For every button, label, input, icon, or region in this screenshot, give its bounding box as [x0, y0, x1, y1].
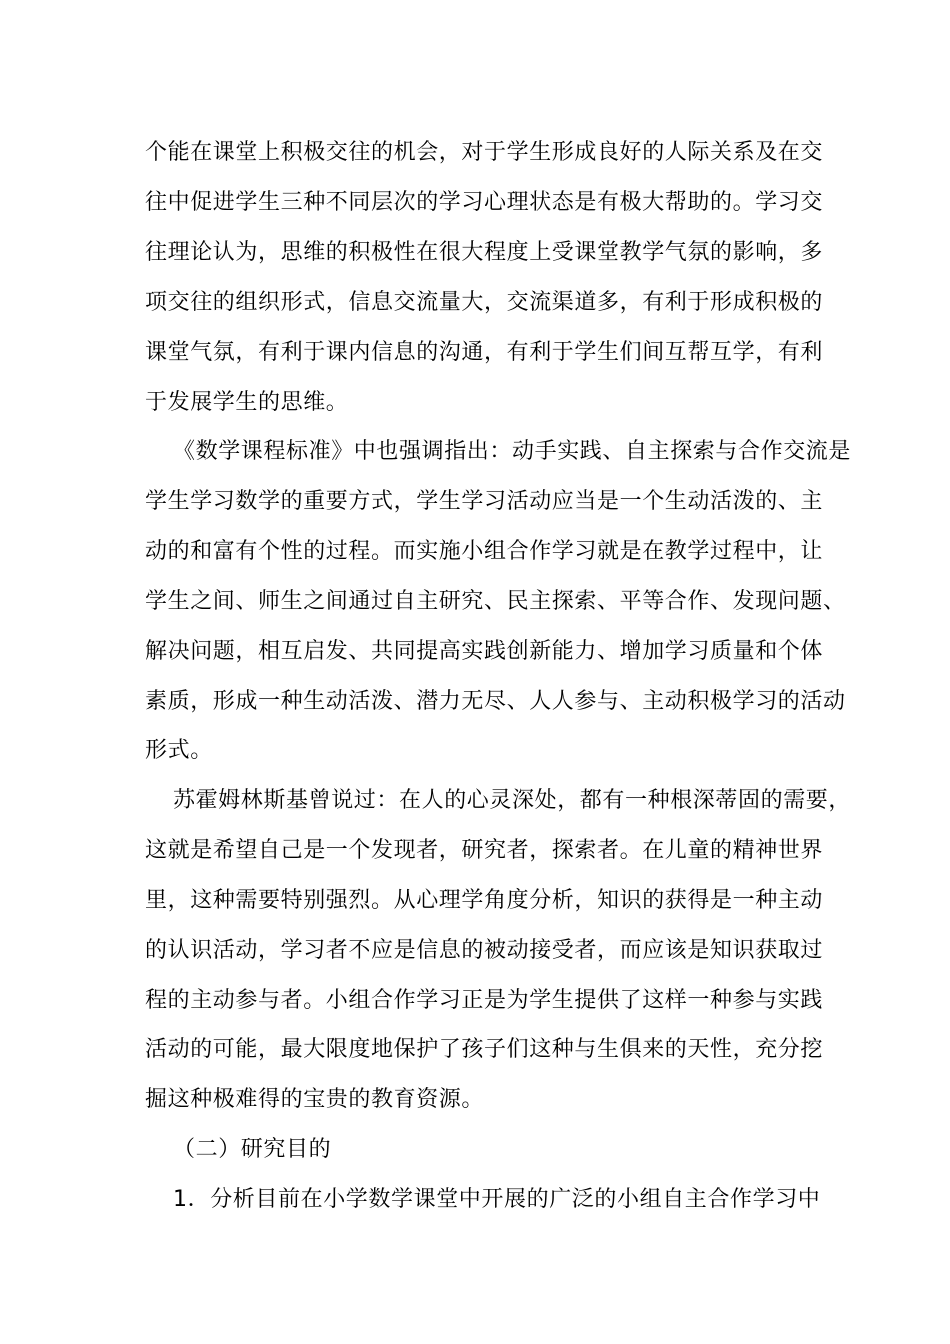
text-line: 往中促进学生三种不同层次的学习心理状态是有极大帮助的。学习交 — [145, 190, 824, 215]
text-line: 苏霍姆林斯基曾说过：在人的心灵深处，都有一种根深蒂固的需要， — [173, 788, 852, 813]
text-line: 素质，形成一种生动活泼、潜力无尽、人人参与、主动积极学习的活动 — [145, 689, 846, 714]
text-line: 项交往的组织形式，信息交流量大，交流渠道多，有利于形成积极的 — [145, 290, 824, 315]
text-line: 这就是希望自己是一个发现者，研究者，探索者。在儿童的精神世界 — [145, 838, 824, 863]
text-line: 活动的可能，最大限度地保护了孩子们这种与生俱来的天性，充分挖 — [145, 1037, 824, 1062]
text-line: 程的主动参与者。小组合作学习正是为学生提供了这样一种参与实践 — [145, 988, 824, 1013]
text-line: 1．分析目前在小学数学课堂中开展的广泛的小组自主合作学习中 — [173, 1187, 821, 1212]
text-line: 动的和富有个性的过程。而实施小组合作学习就是在教学过程中，让 — [145, 539, 824, 564]
text-line: 于发展学生的思维。 — [145, 390, 349, 415]
text-line: 里，这种需要特别强烈。从心理学角度分析，知识的获得是一种主动 — [145, 888, 824, 913]
text-line: 解决问题，相互启发、共同提高实践创新能力、增加学习质量和个体 — [145, 639, 824, 664]
text-line: 往理论认为，思维的积极性在很大程度上受课堂教学气氛的影响，多 — [145, 240, 824, 265]
text-line: 个能在课堂上积极交往的机会，对于学生形成良好的人际关系及在交 — [145, 140, 824, 165]
text-line: 学生学习数学的重要方式，学生学习活动应当是一个生动活泼的、主 — [145, 489, 824, 514]
text-line: 课堂气氛，有利于课内信息的沟通，有利于学生们间互帮互学，有利 — [145, 340, 824, 365]
text-line: 学生之间、师生之间通过自主研究、民主探索、平等合作、发现问题、 — [145, 589, 846, 614]
heading-research-purpose: （二）研究目的 — [173, 1137, 332, 1162]
text-line: 掘这种极难得的宝贵的教育资源。 — [145, 1087, 485, 1112]
text-line: 《数学课程标准》中也强调指出：动手实践、自主探索与合作交流是 — [173, 439, 852, 464]
text-line: 形式。 — [145, 738, 213, 763]
text-line: 的认识活动，学习者不应是信息的被动接受者，而应该是知识获取过 — [145, 938, 824, 963]
